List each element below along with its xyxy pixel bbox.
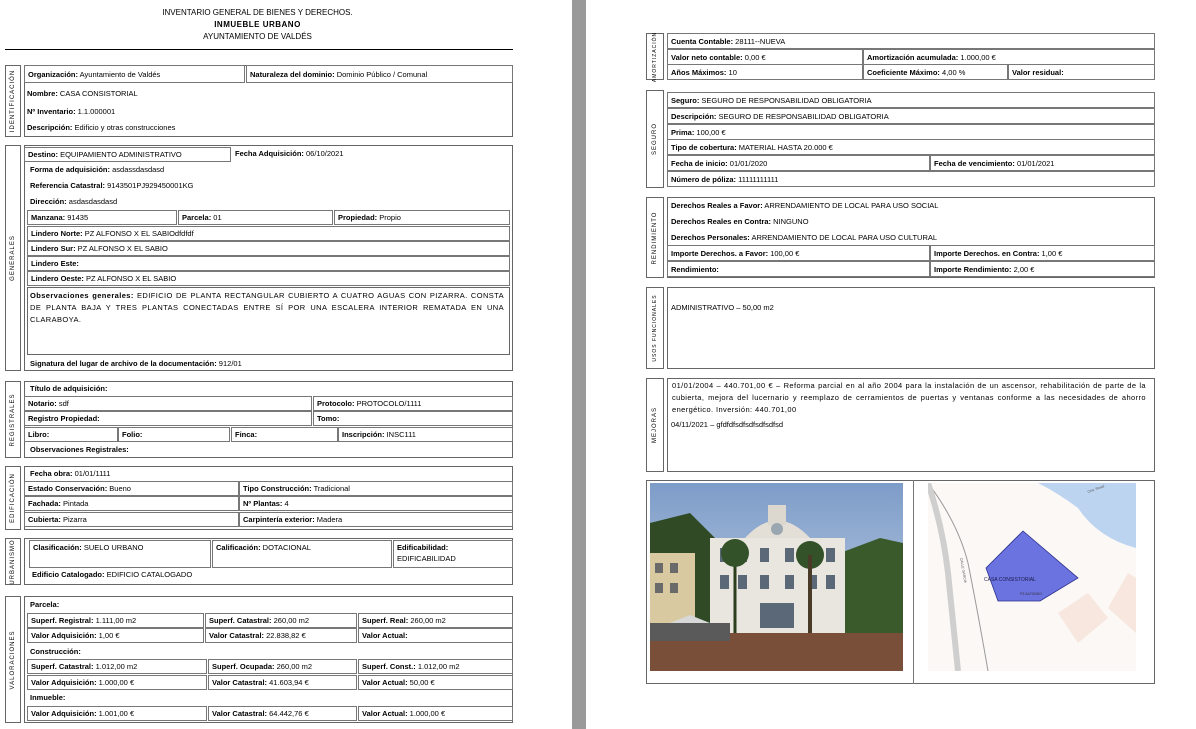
- destino-field: Destino: EQUIPAMIENTO ADMINISTRATIVO: [24, 147, 231, 162]
- construccion-superf-const: Superf. Const.: 1.012,00 m2: [358, 659, 513, 674]
- observaciones-generales: Observaciones generales: EDIFICIO DE PLANTA RECTANGULAR CUBIERTO A CUATRO AGUAS CON PIZARRA. CONSTA DE PLANTA BAJA Y TRES PLANTAS CONECTADAS ENTRE SÍ POR UNA ESCALERA INTERIOR REMATADA EN UNA CLARABOYA.: [30, 291, 504, 324]
- derechos-favor-field: Derechos Reales a Favor: ARRENDAMIENTO DE LOCAL PARA USO SOCIAL: [671, 201, 939, 210]
- map-road-label-3: PZ ALFONSO: [1020, 592, 1042, 596]
- tomo-field: Tomo:: [313, 411, 513, 426]
- inmueble-heading: Inmueble:: [30, 693, 66, 702]
- section-urbanismo: URBANISMO: [5, 538, 21, 585]
- section-usos-funcionales: USOS FUNCIONALES: [646, 287, 664, 369]
- parcela-superf-registral: Superf. Registral: 1.111,00 m2: [27, 613, 204, 628]
- section-edificacion: EDIFICACIÓN: [5, 466, 21, 530]
- mejoras-entry-2: 04/11/2021 – gfdfdfsdfsdfsdfsdfsd: [671, 420, 784, 429]
- construccion-valor-adquisicion: Valor Adquisición: 1.000,00 €: [27, 675, 207, 690]
- inmueble-valor-actual: Valor Actual: 1.000,00 €: [358, 706, 513, 721]
- derechos-contra-field: Derechos Reales en Contra: NINGUNO: [671, 217, 809, 226]
- left-page: [0, 0, 572, 729]
- prima-field: Prima: 100,00 €: [667, 124, 1155, 140]
- lindero-este-field: Lindero Este:: [27, 256, 510, 271]
- construccion-superf-ocupada: Superf. Ocupada: 260,00 m2: [208, 659, 357, 674]
- manzana-field: Manzana: 91435: [27, 210, 177, 225]
- protocolo-field: Protocolo: PROTOCOLO/1111: [313, 396, 513, 411]
- section-amortizacion: AMORTIZACIÓN: [646, 33, 664, 80]
- nombre-field: Nombre: CASA CONSISTORIAL: [27, 89, 138, 98]
- section-registrales: REGISTRALES: [5, 381, 21, 458]
- cuenta-contable-field: Cuenta Contable: 28111--NUEVA: [667, 33, 1155, 49]
- lindero-norte-field: Lindero Norte: PZ ALFONSO X EL SABIOdfdfdf: [27, 226, 510, 241]
- anios-maximos-field: Años Máximos: 10: [667, 64, 863, 80]
- finca-field: Finca:: [231, 427, 338, 442]
- parcela-heading: Parcela:: [30, 600, 60, 609]
- edificabilidad-field: Edificabilidad: EDIFICABILIDAD: [393, 540, 513, 568]
- page-gutter: [572, 0, 586, 729]
- inscripcion-field: Inscripción: INSC111: [338, 427, 513, 442]
- signatura-field: Signatura del lugar de archivo de la documentación: 912/01: [30, 359, 242, 368]
- plantas-field: Nº Plantas: 4: [239, 496, 513, 511]
- forma-adquisicion-field: Forma de adquisición: asdassdasdasd: [30, 165, 165, 174]
- map-parcel-label: CASA CONSISTORIAL: [984, 577, 1036, 583]
- cubierta-field: Cubierta: Pizarra: [24, 512, 239, 527]
- direccion-field: Dirección: asdasdasdasd: [30, 197, 118, 206]
- importe-favor-field: Importe Derechos. a Favor: 100,00 €: [667, 245, 930, 261]
- header-line1: INVENTARIO GENERAL DE BIENES Y DERECHOS.: [162, 8, 353, 17]
- parcela-superf-real: Superf. Real: 260,00 m2: [358, 613, 513, 628]
- notario-field: Notario: sdf: [24, 396, 312, 411]
- construccion-valor-catastral: Valor Catastral: 41.603,94 €: [208, 675, 357, 690]
- catalogado-field: Edificio Catalogado: EDIFICIO CATALOGADO: [32, 570, 193, 579]
- importe-contra-field: Importe Derechos. en Contra: 1,00 €: [930, 245, 1155, 261]
- header-line2: INMUEBLE URBANO: [214, 20, 301, 29]
- fecha-vencimiento-field: Fecha de vencimiento: 01/01/2021: [930, 155, 1155, 171]
- tipo-construccion-field: Tipo Construcción: Tradicional: [239, 481, 513, 496]
- parcela-valor-adquisicion: Valor Adquisición: 1,00 €: [27, 628, 204, 643]
- lindero-oeste-field: Lindero Oeste: PZ ALFONSO X EL SABIO: [27, 271, 510, 286]
- mejoras-entry-1: 01/01/2004 – 440.701,00 € – Reforma parcial en al año 2004 para la instalación de un ascensor, rehabilitación de parte de la cubierta, mejora del lucernario y reemplazo de cerramientos de puertas y ventanas conforme a las necesidades de ahorro energético. Inversión: 440.701,00: [672, 381, 1146, 414]
- images-divider: [913, 480, 914, 684]
- seguro-field: Seguro: SEGURO DE RESPONSABILIDAD OBLIGATORIA: [667, 92, 1155, 108]
- parcela-valor-actual: Valor Actual:: [358, 628, 513, 643]
- section-valoraciones: VALORACIONES: [5, 596, 21, 723]
- parcela-valor-catastral: Valor Catastral: 22.838,82 €: [205, 628, 357, 643]
- estado-conservacion-field: Estado Conservación: Bueno: [24, 481, 239, 496]
- calificacion-field: Calificación: DOTACIONAL: [212, 540, 392, 568]
- construccion-heading: Construcción:: [30, 647, 81, 656]
- header-rule: [5, 49, 513, 50]
- importe-rendimiento-field: Importe Rendimiento: 2,00 €: [930, 261, 1155, 277]
- fachada-field: Fachada: Pintada: [24, 496, 239, 511]
- right-page: [586, 0, 1196, 729]
- inmueble-valor-adquisicion: Valor Adquisición: 1.001,00 €: [27, 706, 207, 721]
- construccion-valor-actual: Valor Actual: 50,00 €: [358, 675, 513, 690]
- libro-field: Libro:: [24, 427, 118, 442]
- derechos-personales-field: Derechos Personales: ARRENDAMIENTO DE LOCAL PARA USO CULTURAL: [671, 233, 938, 242]
- descripcion-field: Descripción: Edificio y otras construcciones: [27, 123, 176, 132]
- clasificacion-field: Clasificación: SUELO URBANO: [29, 540, 211, 568]
- inventario-field: Nº Inventario: 1.1.000001: [27, 107, 116, 116]
- naturaleza-field: Naturaleza del dominio: Dominio Público / Comunal: [246, 65, 513, 83]
- section-mejoras: MEJORAS: [646, 378, 664, 472]
- usos-text: ADMINISTRATIVO – 50,00 m2: [671, 303, 774, 312]
- section-identificacion: IDENTIFICACIÓN: [5, 65, 21, 137]
- propiedad-field: Propiedad: Propio: [334, 210, 510, 225]
- valor-neto-field: Valor neto contable: 0,00 €: [667, 49, 863, 65]
- carpinteria-field: Carpintería exterior: Madera: [239, 512, 513, 527]
- header-line3: AYUNTAMIENTO DE VALDÉS: [203, 32, 312, 41]
- numero-poliza-field: Número de póliza: 11111111111: [667, 171, 1155, 187]
- building-photo: [650, 483, 903, 671]
- section-seguro: SEGURO: [646, 90, 664, 188]
- parcela-superf-catastral: Superf. Catastral: 260,00 m2: [205, 613, 357, 628]
- building-photo-image: [650, 483, 903, 671]
- fecha-adquisicion-field: Fecha Adquisición: 06/10/2021: [235, 149, 344, 158]
- folio-field: Folio:: [118, 427, 230, 442]
- parcela-field: Parcela: 01: [178, 210, 333, 225]
- observaciones-registrales-field: Observaciones Registrales:: [30, 445, 129, 454]
- rendimiento-field: Rendimiento:: [667, 261, 930, 277]
- document-header: [0, 7, 515, 43]
- amortizacion-acumulada-field: Amortización acumulada: 1.000,00 €: [863, 49, 1155, 65]
- section-rendimiento: RENDIMIENTO: [646, 197, 664, 278]
- seguro-descripcion-field: Descripción: SEGURO DE RESPONSABILIDAD OBLIGATORIA: [667, 108, 1155, 124]
- coeficiente-maximo-field: Coeficiente Máximo: 4,00 %: [863, 64, 1008, 80]
- tipo-cobertura-field: Tipo de cobertura: MATERIAL HASTA 20.000 €: [667, 139, 1155, 155]
- section-generales: GENERALES: [5, 145, 21, 371]
- map-road-label-1: Ctra. Rosal: [1086, 484, 1105, 494]
- construccion-superf-catastral: Superf. Catastral: 1.012,00 m2: [27, 659, 207, 674]
- map-road-label-2: CALLE GARCIA: [959, 557, 968, 584]
- usos-box: [667, 287, 1155, 369]
- registro-propiedad-field: Registro Propiedad:: [24, 411, 312, 426]
- fecha-obra-field: Fecha obra: 01/01/1111: [30, 469, 111, 478]
- inmueble-valor-catastral: Valor Catastral: 64.442,76 €: [208, 706, 357, 721]
- lindero-sur-field: Lindero Sur: PZ ALFONSO X EL SABIO: [27, 241, 510, 256]
- valor-residual-field: Valor residual:: [1008, 64, 1155, 80]
- organizacion-field: Organización: Ayuntamiento de Valdés: [24, 65, 245, 83]
- location-map-image: [928, 483, 1136, 671]
- location-map: [928, 483, 1136, 671]
- fecha-inicio-field: Fecha de inicio: 01/01/2020: [667, 155, 930, 171]
- titulo-adquisicion-field: Título de adquisición:: [30, 384, 108, 393]
- referencia-catastral-field: Referencia Catastral: 9143501PJ929450001KG: [30, 181, 194, 190]
